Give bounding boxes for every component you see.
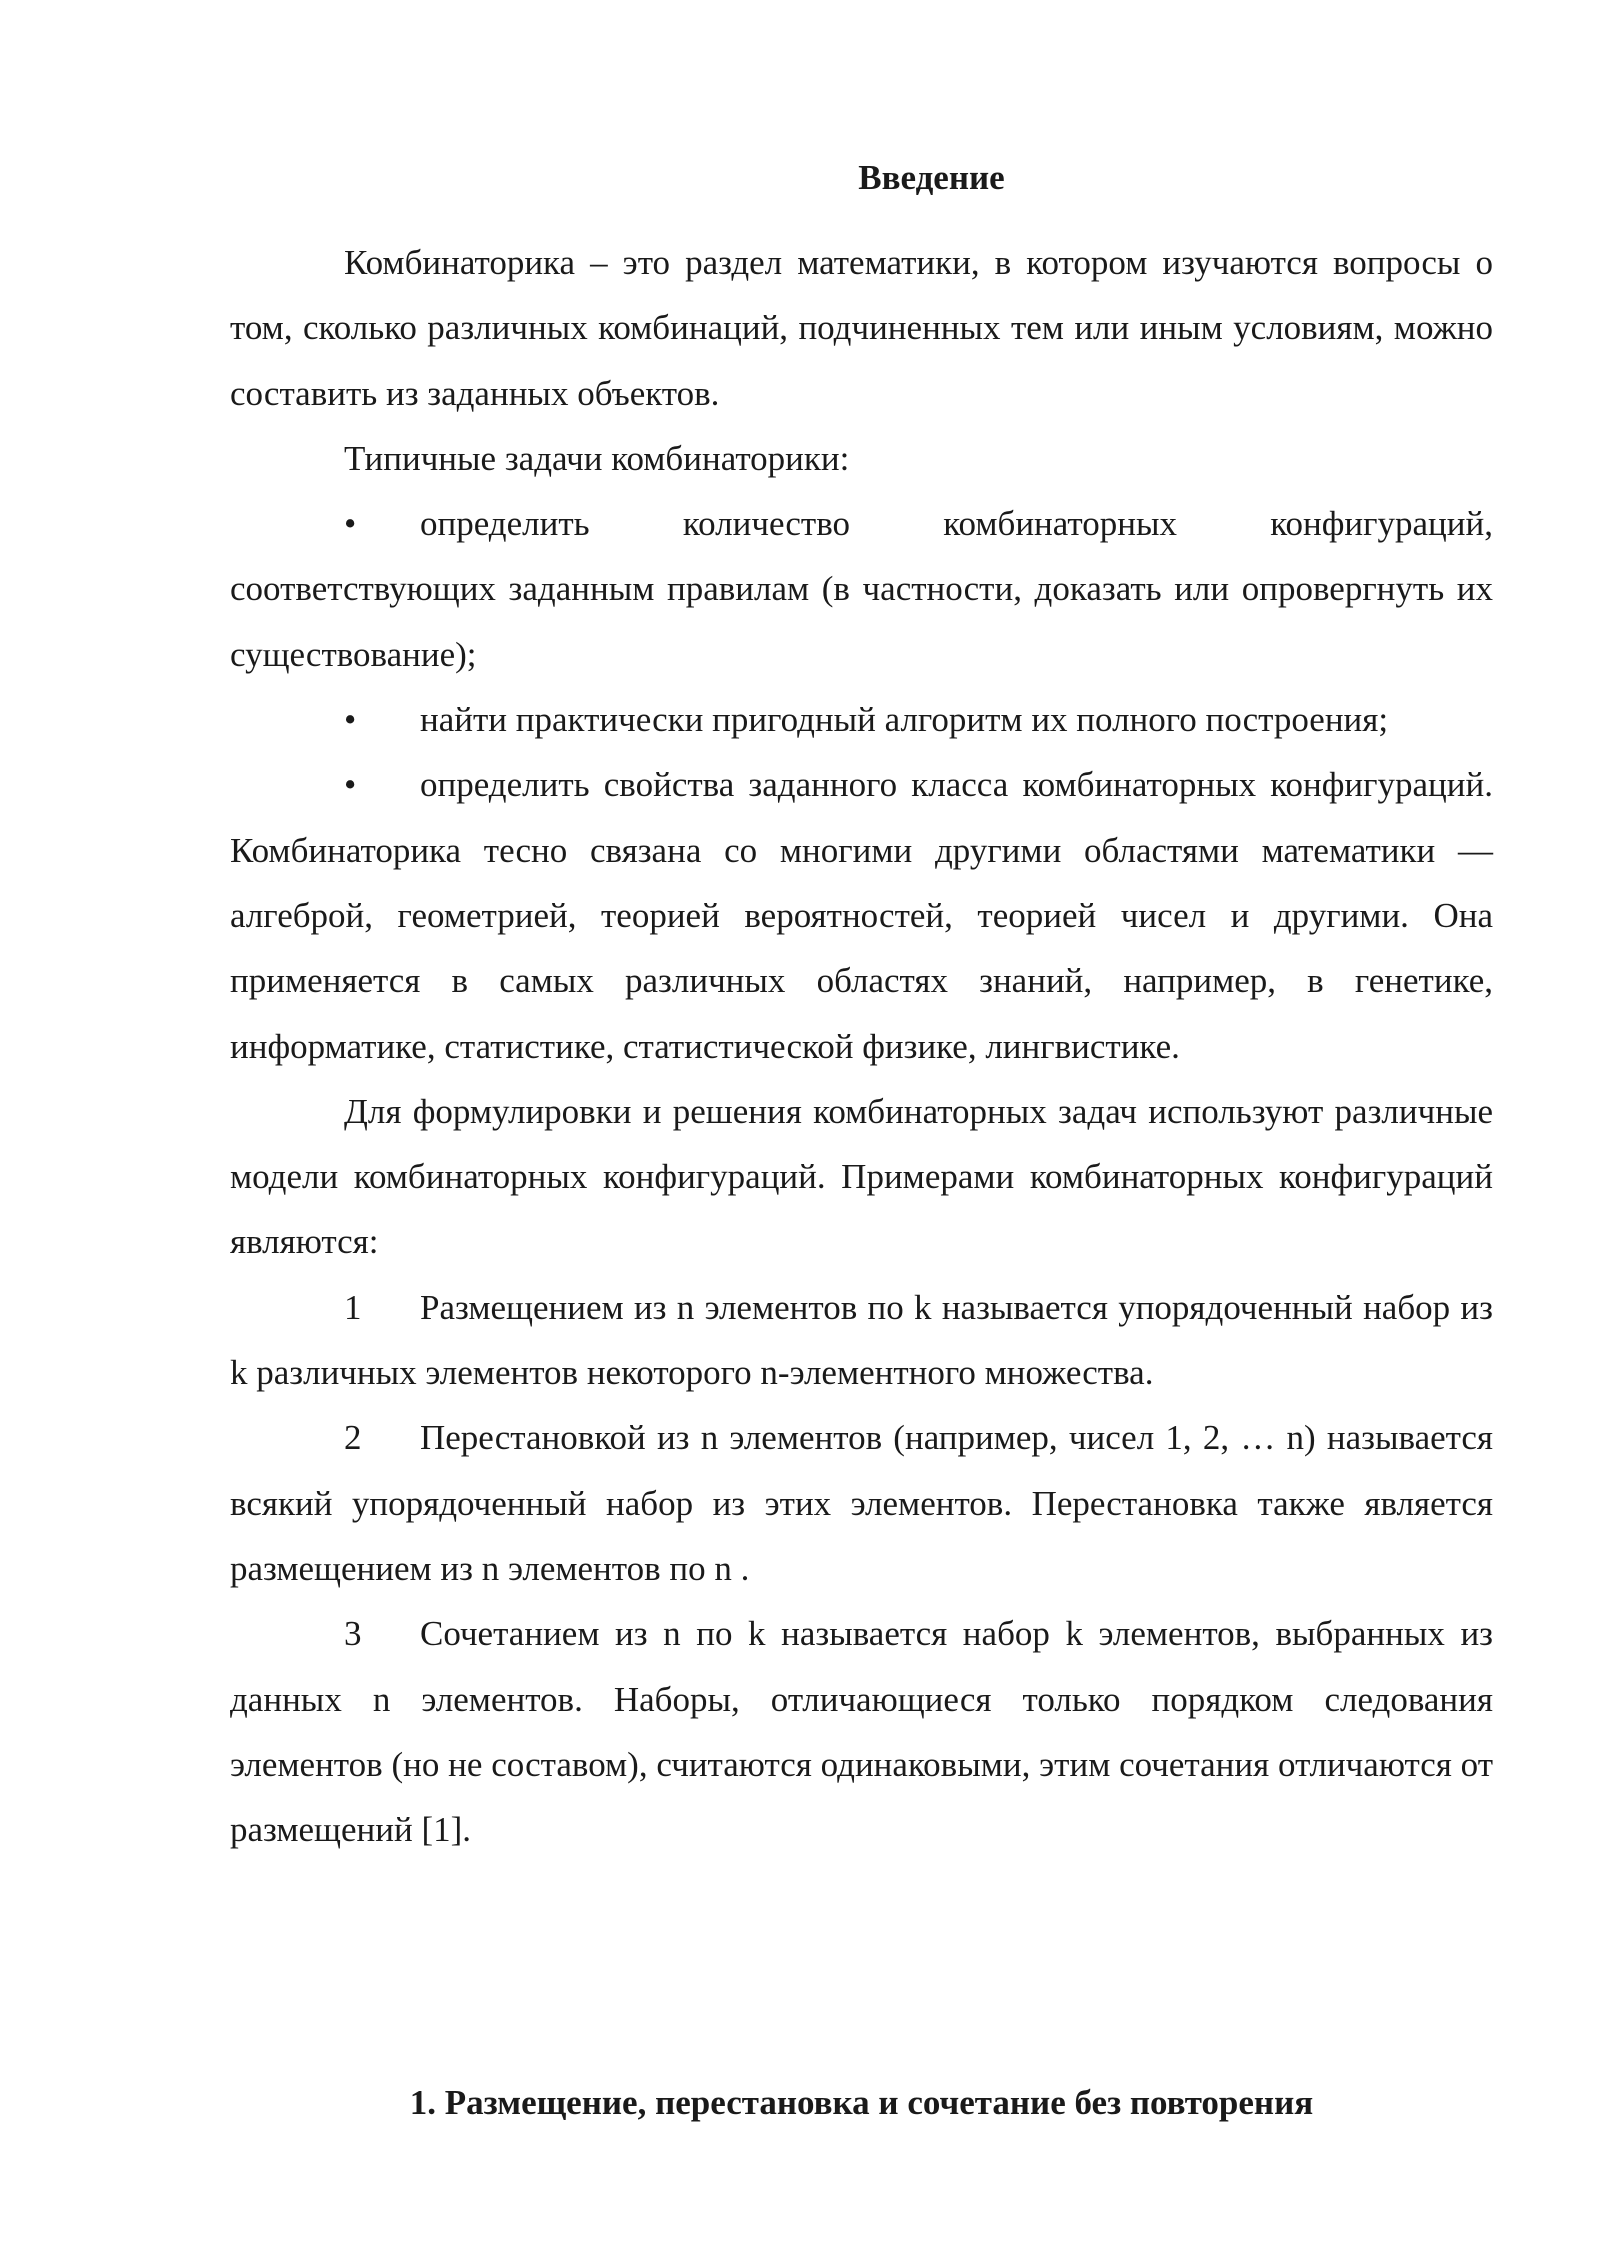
bullet-marker: • xyxy=(344,700,357,740)
numbered-item-3 xyxy=(230,1601,1493,1862)
bullet-item-3 xyxy=(230,752,1493,1078)
numbered-item-2 xyxy=(230,1405,1493,1601)
numbered-item-1 xyxy=(230,1275,1493,1406)
paragraph-tasks-intro: Типичные задачи комбинаторики: xyxy=(344,438,850,478)
bullet-marker: • xyxy=(344,765,357,805)
numbered-item-text: Сочетанием из n по k называется набор k элементов, выбранных из данных n элементов. Наборы, отличающиеся только порядком следования элементов (но не составом), считаются одинаковыми, этим сочетания отличаются от размещений [1]. xyxy=(230,1614,1493,1850)
intro-title: Введение xyxy=(858,158,1005,197)
bullet-item-text: найти практически пригодный алгоритм их полного построения; xyxy=(420,700,1389,740)
paragraph-definition: Комбинаторика – это раздел математики, в котором изучаются вопросы о том, сколько различных комбинаций, подчиненных тем или иным условиям, можно составить из заданных объектов. xyxy=(230,243,1493,413)
bullet-item-2 xyxy=(230,687,1493,752)
bullet-item-text: определить количество комбинаторных конфигураций, соответствующих заданным правилам (в частности, доказать или опровергнуть их существование); xyxy=(230,504,1493,674)
item-number: 2 xyxy=(344,1418,362,1458)
numbered-item-text: Перестановкой из n элементов (например, чисел 1, 2, … n) называется всякий упорядоченный набор из этих элементов. Перестановка также является размещением из n элементов по n . xyxy=(230,1418,1493,1588)
bullet-item-text: определить свойства заданного класса комбинаторных конфигураций. Комбинаторика тесно связана со многими другими областями математики — алгеброй, геометрией, теорией вероятностей, теорией чисел и другими. Она применяется в самых различных областях знаний, например, в генетике, информатике, статистике, статистической физике, лингвистике. xyxy=(230,765,1493,1066)
paragraph-models: Для формулировки и решения комбинаторных задач используют различные модели комбинаторных конфигураций. Примерами комбинаторных конфигураций являются: xyxy=(230,1091,1493,1262)
item-number: 1 xyxy=(344,1287,362,1327)
section-1-title: 1. Размещение, перестановка и сочетание без повторения xyxy=(409,2083,1314,2122)
document-page xyxy=(230,150,1493,2122)
numbered-item-text: Размещением из n элементов по k называется упорядоченный набор из k различных элементов некоторого n-элементного множества. xyxy=(230,1287,1493,1393)
bullet-marker: • xyxy=(344,504,357,544)
item-number: 3 xyxy=(344,1614,362,1654)
bullet-item-1 xyxy=(230,491,1493,687)
